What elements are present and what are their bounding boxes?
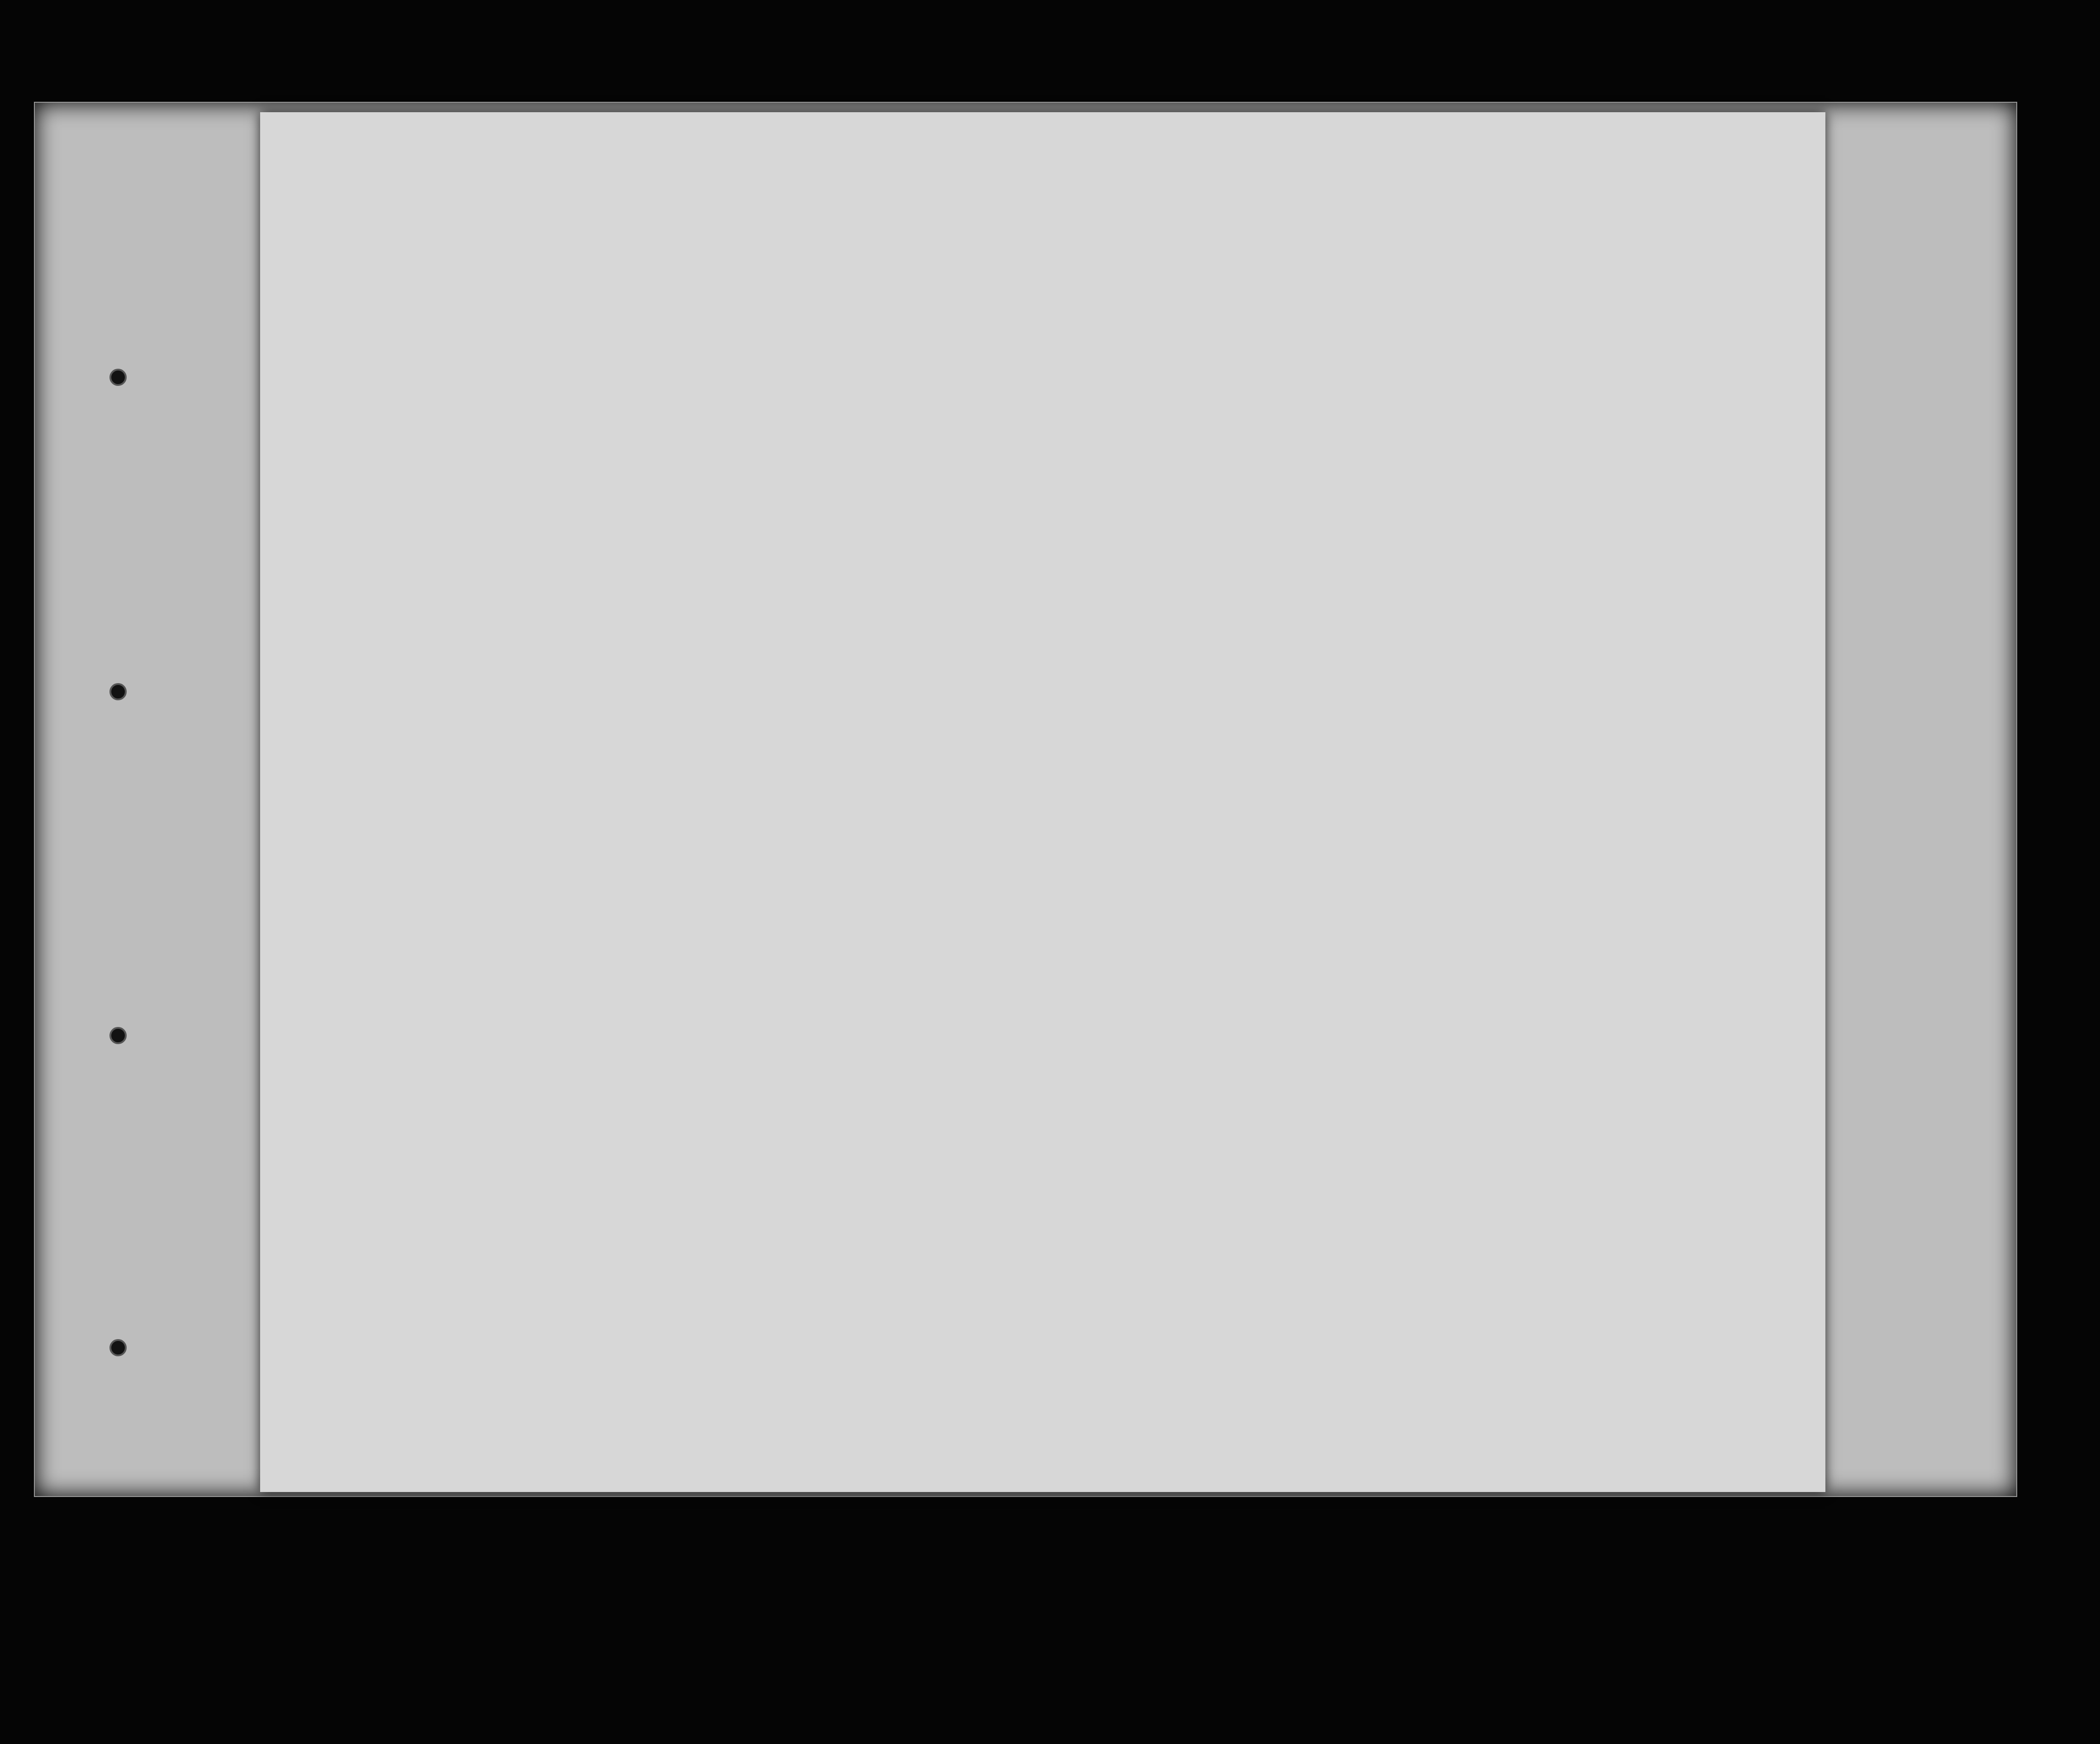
manifest-grid <box>260 112 1825 1492</box>
punch-hole <box>109 683 127 700</box>
punch-hole <box>109 1027 127 1044</box>
main-manifest-sheet <box>260 112 1825 1492</box>
punch-hole <box>109 1339 127 1356</box>
back-header-ticket <box>207 356 225 492</box>
punch-hole <box>109 369 127 386</box>
